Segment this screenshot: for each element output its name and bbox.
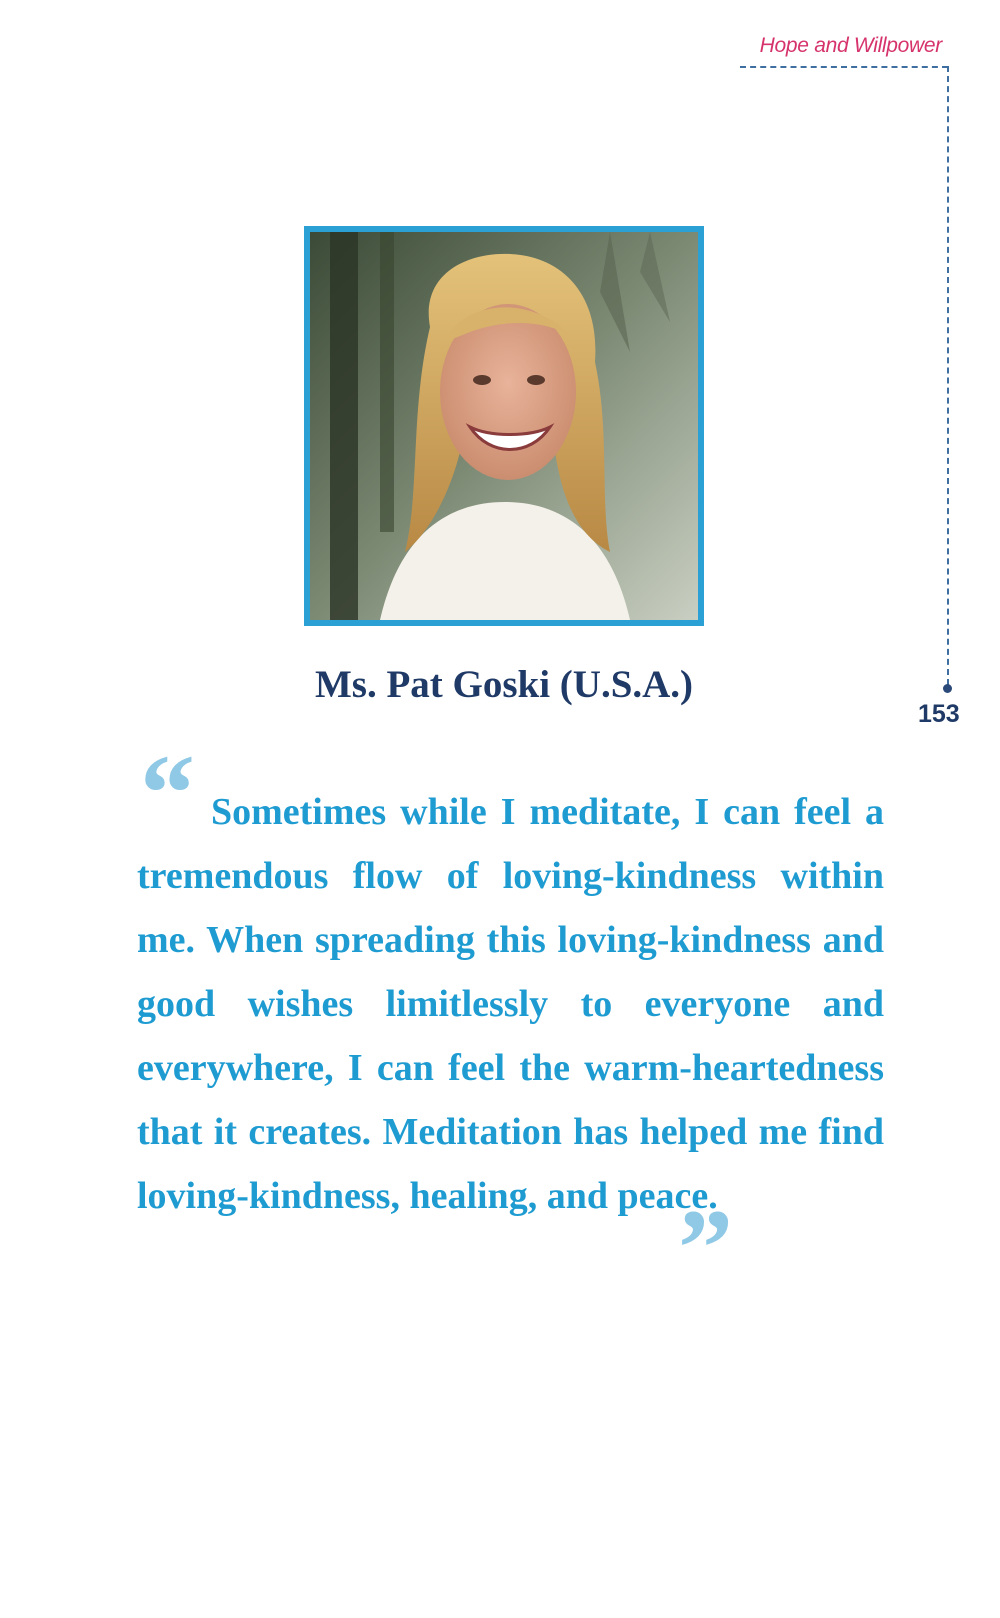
leader-line-horizontal [740, 66, 948, 68]
portrait-photo [304, 226, 704, 626]
open-quote-mark: “ [140, 732, 195, 854]
quote-text: Sometimes while I meditate, I can feel a tremendous flow of loving-kindness within me. When spreading this loving-kindness and good wishes limitlessly to everyone and everywhere, I can feel the warm-heartedness that it creates. Meditation has helped me find loving-kindness, healing, and peace. [137, 791, 884, 1217]
person-name-caption: Ms. Pat Goski (U.S.A.) [314, 663, 694, 706]
testimonial-quote [137, 780, 884, 1228]
running-head: Hope and Willpower [759, 34, 942, 57]
close-quote-mark: ” [678, 1187, 733, 1309]
page-number: 153 [918, 700, 960, 728]
leader-line-vertical [947, 66, 949, 685]
portrait-illustration [310, 232, 698, 620]
